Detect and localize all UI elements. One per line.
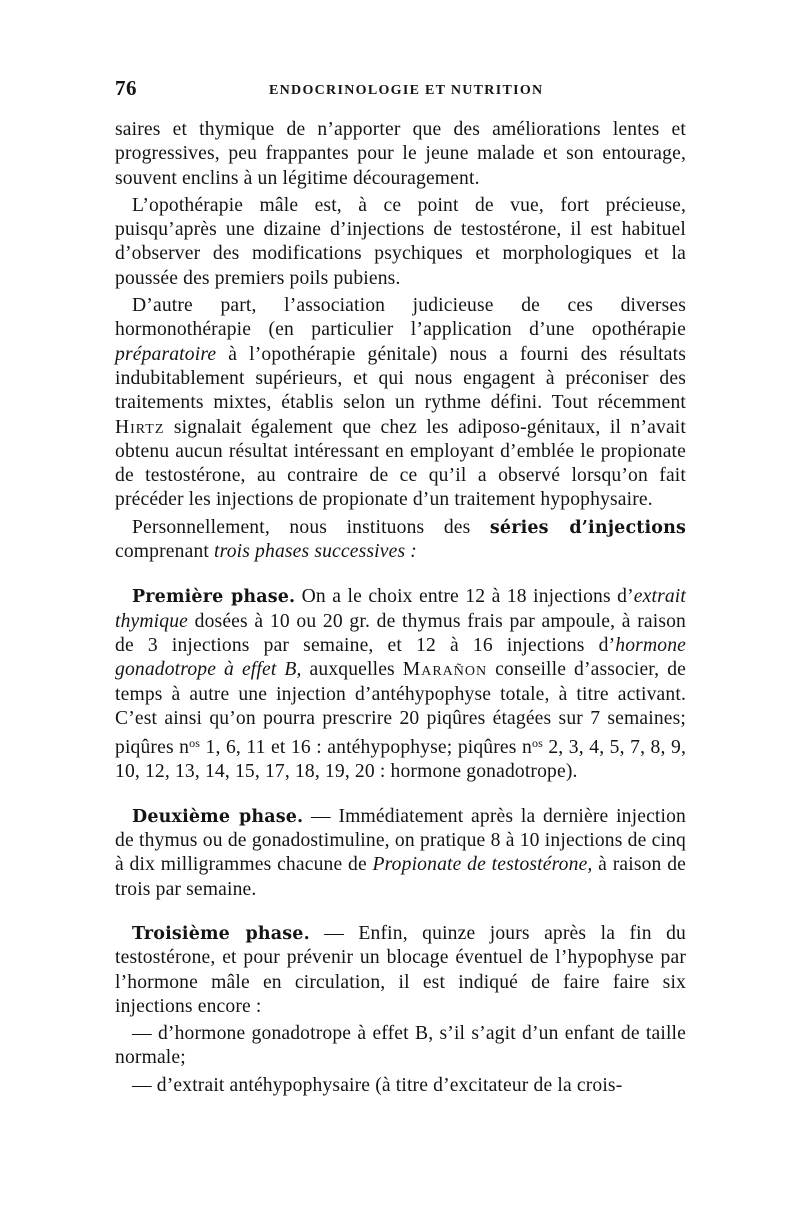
paragraph-series: Personnellement, nous instituons des séries d’injections comprenant trois phases successives :	[115, 516, 686, 563]
paragraph-opotherapie-male: L’opothérapie mâle est, à ce point de vue, fort précieuse, puisqu’après une dizaine d’injections de testostérone, il est habituel d’observer des modifications psychiques et morphologiques et la poussée des premiers poils pubiens.	[115, 194, 686, 289]
paragraph-continuation: saires et thymique de n’apporter que des améliorations lentes et progressives, peu frappantes pour le jeune malade et son entourage, souvent enclins à un légitime découragement.	[115, 119, 686, 189]
bold-term: séries d’injections	[489, 517, 686, 538]
superscript: os	[189, 736, 201, 751]
italic-term: extrait thymique	[115, 586, 686, 632]
phase-2-heading: Deuxième phase.	[132, 806, 304, 827]
phase-1-heading: Première phase.	[132, 587, 296, 608]
italic-term: hormone gonadotrope à effet B,	[115, 634, 686, 681]
paragraph-phase-1: Première phase. On a le choix entre 12 à 18 injections d’extrait thymique dosées à 10 ou 20 gr. de thymus frais par ampoule, à raison de 3 injections par semaine, et 12 à 16 injections d’hormone gonadotrope à effet B, auxquelles Marañon conseille d’associer, de temps à autre une injection d’antéhypophyse totale, à titre activant. C’est ainsi qu’on pourra prescrire 20 piqûres étagées sur 7 semaines; piqûres $n^{os}$ 1, 6, 11 et 16 : antéhypophyse; piqûres $n^{os}$ 2, 3, 4, 5, 7, 8, 9, 10, 12, 13, 14, 15, 17, 18, 19, 20 : hormone gonadotrope).	[115, 586, 686, 783]
italic-term: préparatoire	[115, 343, 217, 365]
phase-3-heading: Troisième phase.	[132, 923, 310, 944]
paragraph-phase-2: Deuxième phase. — Immédiatement après la dernière injection de thymus ou de gonadostimuline, on pratique 8 à 10 injections de cinq à dix milligrammes chacune de Propionate de testostérone, à raison de trois par semaine.	[115, 805, 687, 900]
list-item: — d’extrait antéhypophysaire (à titre d’excitateur de la crois-	[132, 1074, 623, 1096]
list-item: — d’hormone gonadotrope à effet B, s’il s’agit d’un enfant de taille normale;	[115, 1023, 686, 1069]
paragraph-association: D’autre part, l’association judicieuse de ces diverses hormonothérapie (en particulier l’application d’une opothérapie préparatoire à l’opothérapie génitale) nous a fourni des résultats indubitablement supérieurs, et qui nous engagent à préconiser des traitements mixtes, établis selon un rythme défini. Tout récemment Hirtz signalait également que chez les adiposo-génitaux, il n’avait obtenu aucun résultat intéressant en employant d’emblée le propionate de testostérone, au contraire de ce qu’il a observé lorsqu’on fait précéder les injections de propionate d’un traitement hypophysaire.	[115, 295, 686, 511]
body-text	[115, 118, 686, 1098]
running-title: ENDOCRINOLOGIE ET NUTRITION	[269, 83, 544, 98]
page-header	[115, 76, 686, 102]
author-name: Hirtz	[115, 416, 165, 438]
paragraph-phase-3: Troisième phase. — Enfin, quinze jours après la fin du testostérone, et pour prévenir un blocage éventuel de l’hypophyse par l’hormone mâle en circulation, il est indiqué de faire faire six injections encore :	[115, 922, 686, 1017]
italic-term: trois phases successives :	[214, 541, 417, 563]
page-number: 76	[115, 76, 137, 100]
italic-term: Propionate de testostérone,	[372, 854, 593, 876]
superscript: os	[531, 736, 543, 751]
author-name: Marañon	[402, 659, 488, 681]
